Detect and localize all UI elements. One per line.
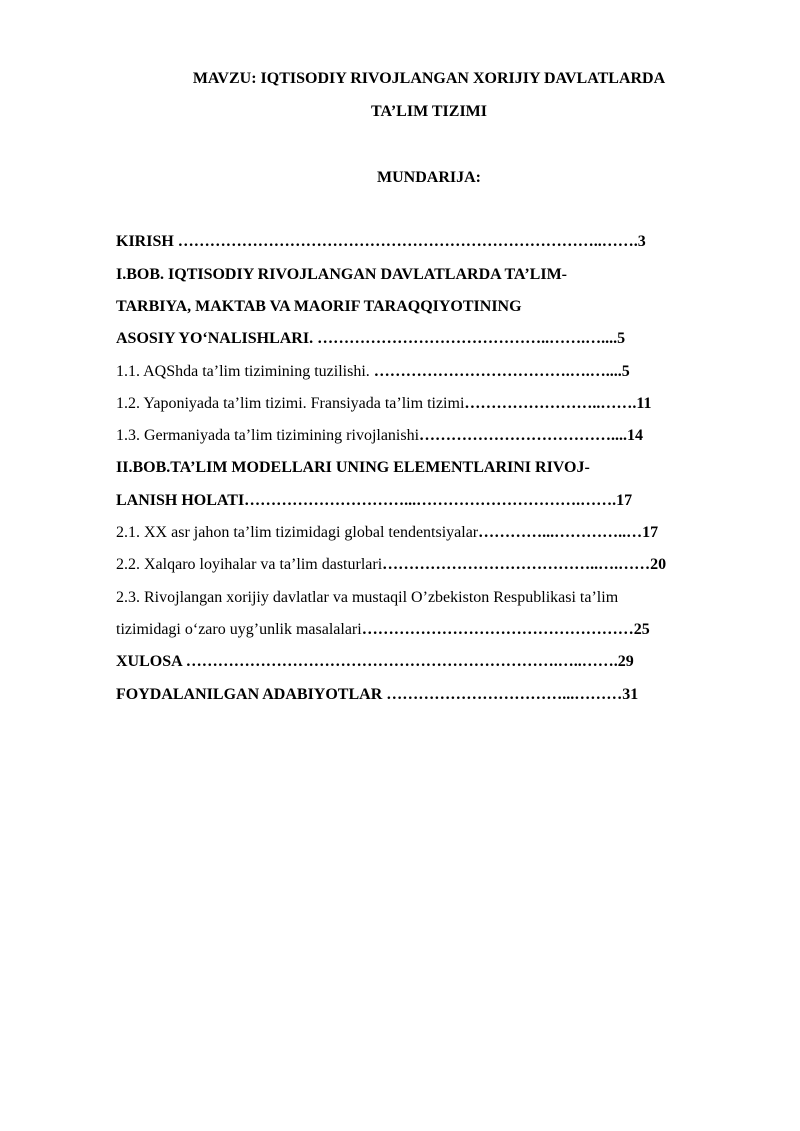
toc-entry-1-3 bbox=[116, 426, 643, 446]
toc-entry-1-3-text: 1.3. Germaniyada ta’lim tizimining rivojlanishi bbox=[116, 427, 420, 444]
toc-entry-2-3-dots: ……………………………………………25 bbox=[361, 621, 650, 638]
toc-entry-2-3-line-1: 2.3. Rivojlangan xorijiy davlatlar va mustaqil O’zbekiston Respublikasi ta’lim bbox=[116, 589, 619, 606]
topic-title-line-2: TA’LIM TIZIMI bbox=[370, 103, 487, 120]
toc-entry-1-1-text: 1.1. AQShda ta’lim tizimining tuzilishi. bbox=[116, 363, 374, 380]
toc-entry-1-2-text: 1.2. Yaponiyada ta’lim tizimi. Fransiyada ta’lim tizimi bbox=[116, 395, 465, 412]
topic-title-line-1: MAVZU: IQTISODIY RIVOJLANGAN XORIJIY DAVLATLARDA bbox=[192, 70, 666, 87]
toc-entry-2-2-text: 2.2. Xalqaro loyihalar va ta’lim dasturlari bbox=[116, 556, 383, 573]
toc-entry-chapter-2-line-2: LANISH HOLATI…………………………...………………………….…….17 bbox=[116, 492, 633, 509]
toc-heading: MUNDARIJA: bbox=[377, 169, 481, 186]
toc-entry-1-3-dots: ………………………………....14 bbox=[419, 427, 644, 444]
toc-entry-kirish: KIRISH ……………………………………………………………………..…….3 bbox=[116, 233, 646, 250]
toc-entry-2-3-line-2 bbox=[116, 620, 650, 640]
toc-entry-1-1 bbox=[116, 362, 630, 382]
toc-entry-chapter-2-line-1: II.BOB.TA’LIM MODELLARI UNING ELEMENTLARINI RIVOJ- bbox=[116, 459, 590, 476]
toc-entry-2-1-dots: …………...…………..…17 bbox=[478, 524, 659, 541]
toc-entry-chapter-1-line-1: I.BOB. IQTISODIY RIVOJLANGAN DAVLATLARDA TA’LIM- bbox=[116, 266, 568, 283]
toc-entry-2-1 bbox=[116, 523, 658, 543]
toc-entry-chapter-1-line-2: TARBIYA, MAKTAB VA MAORIF TARAQQIYOTINING bbox=[116, 298, 522, 315]
toc-entry-adabiyotlar: FOYDALANILGAN ADABIYOTLAR ……………………………...………31 bbox=[116, 686, 639, 703]
toc-entry-2-3-text: tizimidagi o‘zaro uyg’unlik masalalari bbox=[116, 621, 362, 638]
toc-entry-chapter-1-line-3: ASOSIY YO‘NALISHLARI. ……………………………………..…….…....5 bbox=[116, 330, 626, 347]
toc-entry-1-2 bbox=[116, 394, 652, 414]
toc-entry-2-2-dots: …………………………………..….……20 bbox=[382, 556, 667, 573]
toc-entry-2-1-text: 2.1. XX asr jahon ta’lim tizimidagi global tendentsiyalar bbox=[116, 524, 479, 541]
toc-entry-xulosa: XULOSA …………………………………………………………….…..…….29 bbox=[116, 653, 634, 670]
toc-entry-2-2 bbox=[116, 555, 666, 575]
toc-entry-1-1-dots: ……………………………….….…....5 bbox=[373, 363, 630, 380]
toc-entry-1-2-dots: ……………………..…….11 bbox=[464, 395, 652, 412]
